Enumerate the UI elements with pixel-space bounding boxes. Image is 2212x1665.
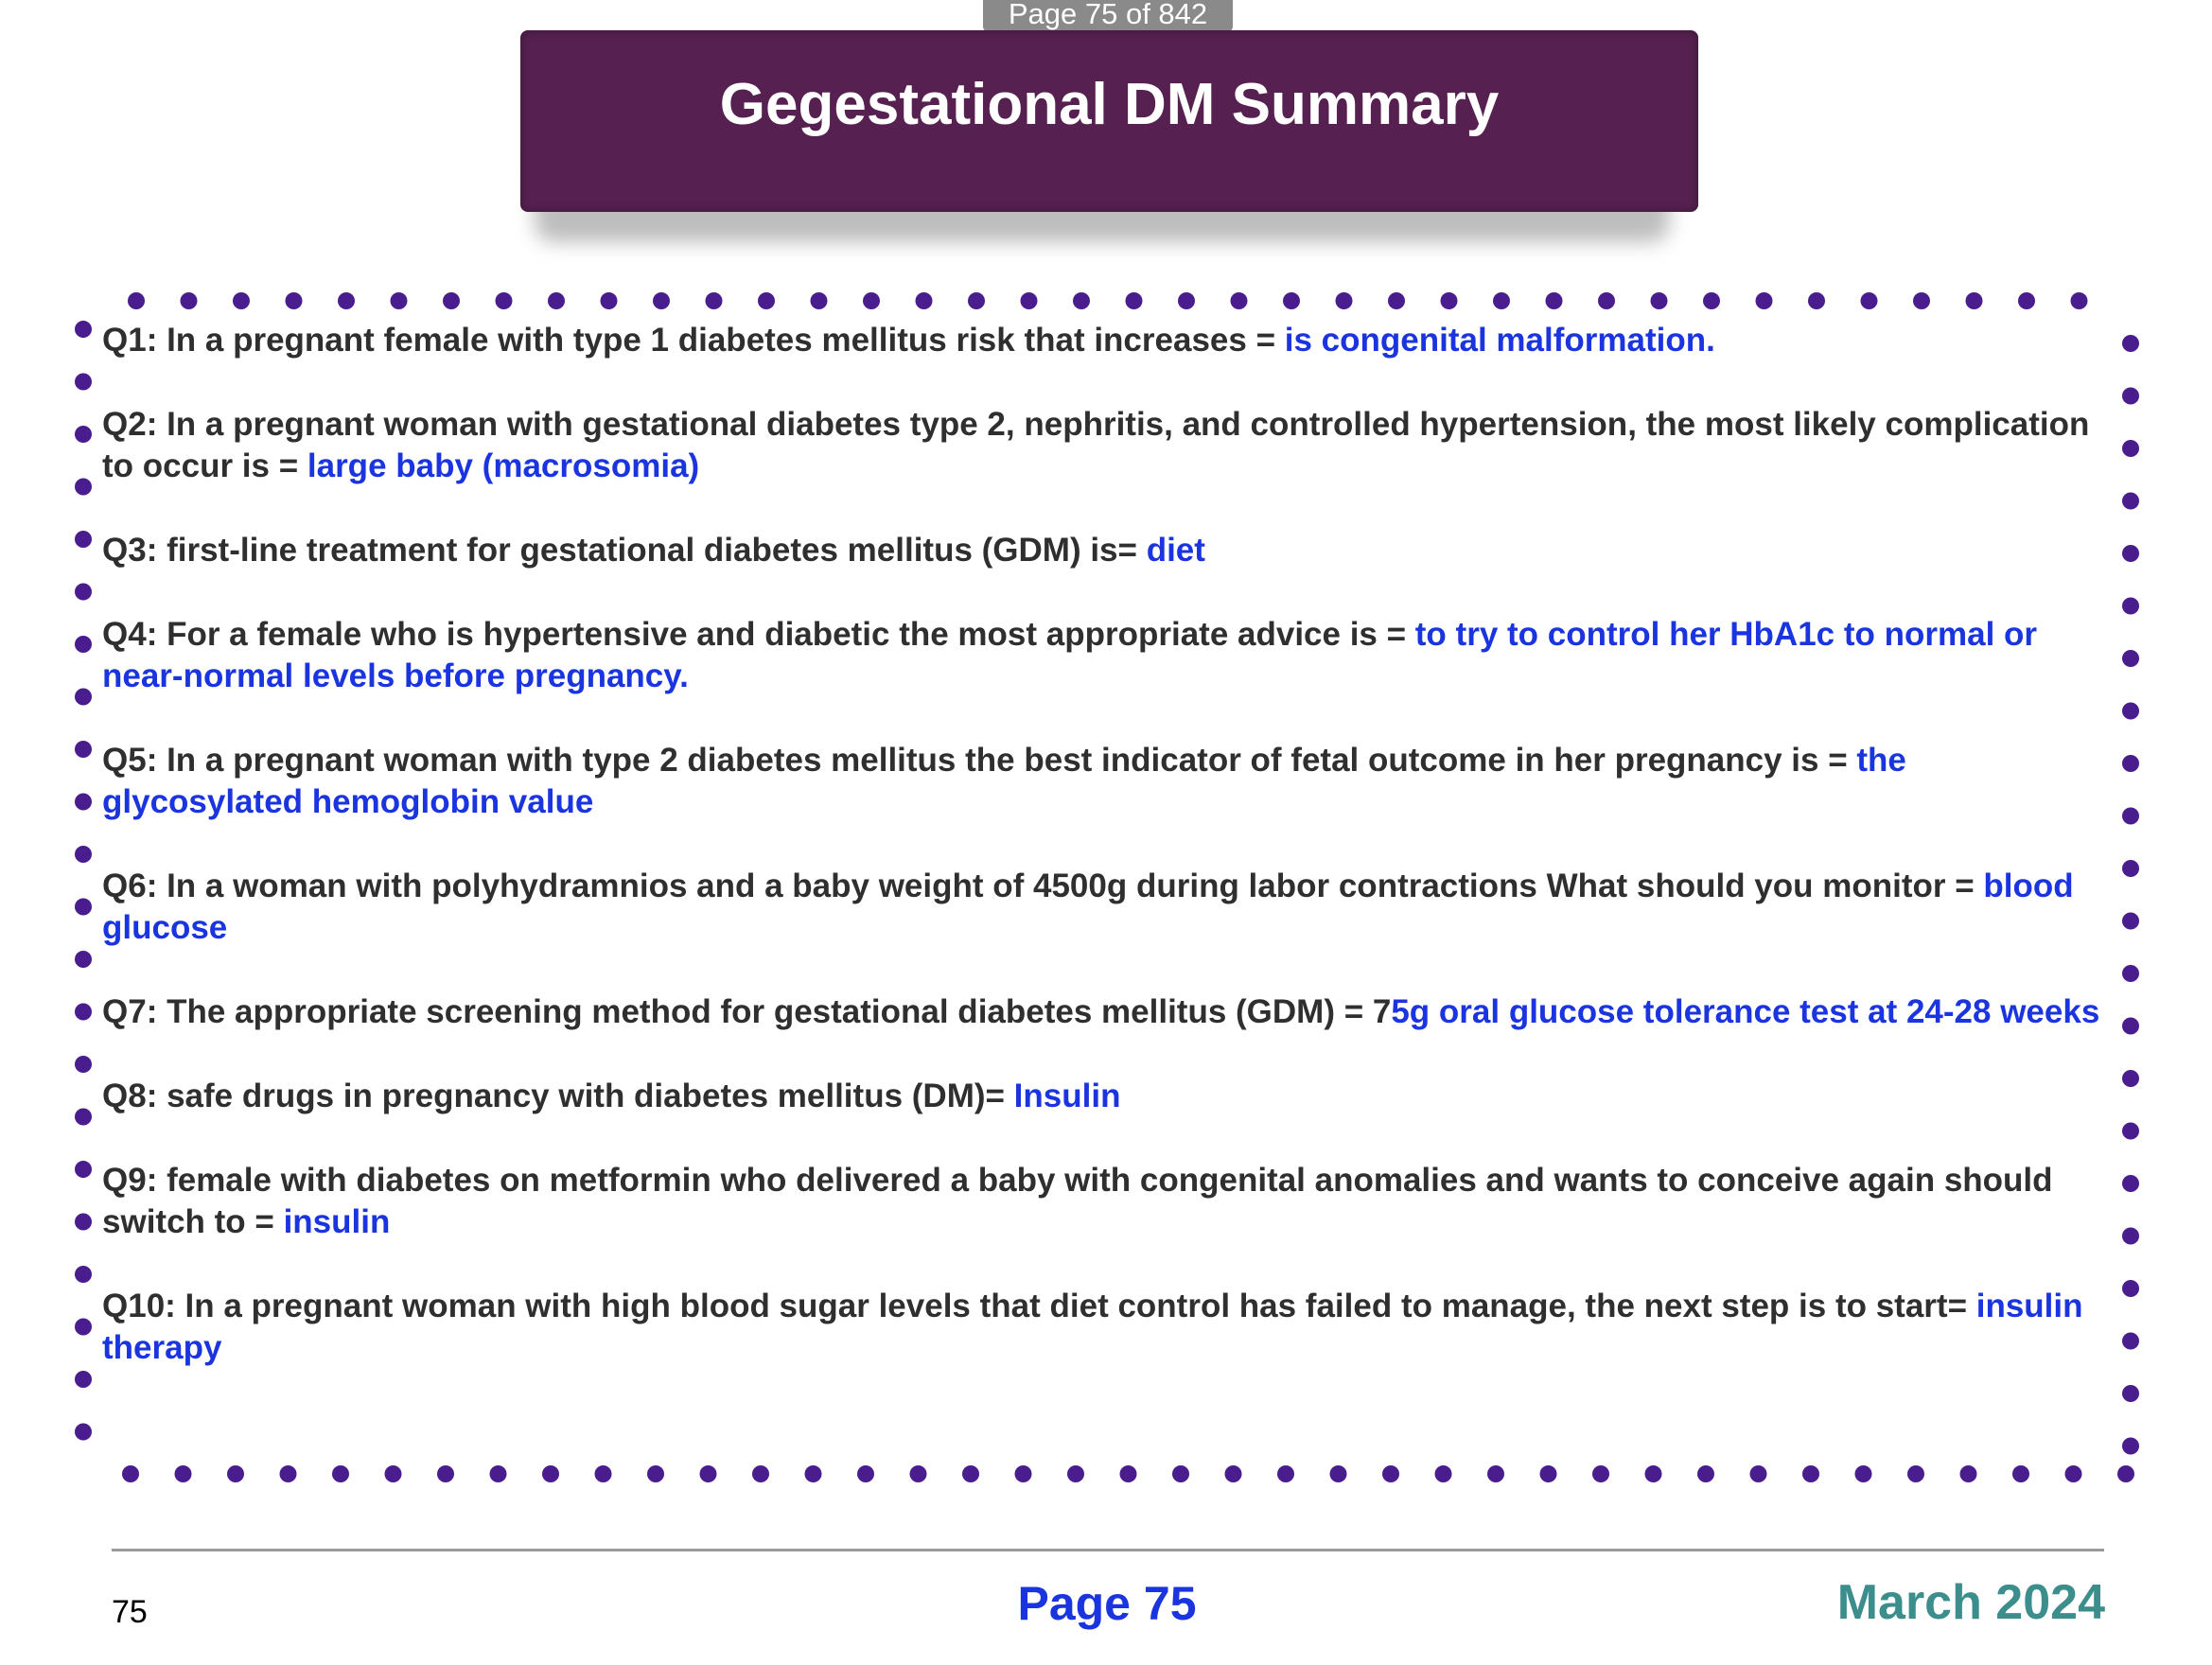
question-10: Q10: In a pregnant woman with high blood sugar levels that diet control has failed to manage, the next step is to start= bbox=[102, 1288, 1976, 1324]
answer-7: 5g oral glucose tolerance test at 24-28 weeks bbox=[1391, 993, 2100, 1030]
question-8: Q8: safe drugs in pregnancy with diabetes mellitus (DM)= bbox=[102, 1078, 1014, 1114]
qa-item-1 bbox=[102, 320, 2114, 361]
question-7: Q7: The appropriate screening method for gestational diabetes mellitus (GDM) = 7 bbox=[102, 993, 1392, 1030]
page-indicator: Page 75 of 842 bbox=[983, 0, 1233, 32]
page-label: Page 75 bbox=[1017, 1577, 1197, 1630]
question-4: Q4: For a female who is hypertensive and diabetic the most appropriate advice is = bbox=[102, 616, 1415, 653]
question-5: Q5: In a pregnant woman with type 2 diabetes mellitus the best indicator of fetal outcome in her pregnancy is = bbox=[102, 742, 1857, 779]
qa-item-9 bbox=[102, 1160, 2114, 1243]
qa-item-7 bbox=[102, 991, 2114, 1033]
qa-list bbox=[102, 320, 2114, 1411]
answer-5: the glycosylated hemoglobin value bbox=[102, 742, 1906, 820]
answer-2: large baby (macrosomia) bbox=[307, 447, 700, 484]
answer-8: Insulin bbox=[1013, 1078, 1121, 1114]
qa-item-6 bbox=[102, 866, 2114, 949]
answer-10: insulin therapy bbox=[102, 1288, 2083, 1366]
qa-item-2 bbox=[102, 404, 2114, 487]
answer-1: is congenital malformation. bbox=[1284, 322, 1715, 359]
qa-item-5 bbox=[102, 740, 2114, 823]
date-label: March 2024 bbox=[1836, 1575, 2105, 1630]
title-banner bbox=[520, 30, 1698, 212]
question-2: Q2: In a pregnant woman with gestational diabetes type 2, nephritis, and controlled hypertension, the most likely complication to occur is = bbox=[102, 406, 2090, 484]
answer-3: diet bbox=[1146, 532, 1205, 569]
answer-4: to try to control her HbA1c to normal or near-normal levels before pregnancy. bbox=[102, 616, 2038, 694]
qa-item-8 bbox=[102, 1076, 2114, 1117]
qa-item-4 bbox=[102, 614, 2114, 697]
page-number: 75 bbox=[112, 1594, 148, 1630]
question-1: Q1: In a pregnant female with type 1 diabetes mellitus risk that increases = bbox=[102, 322, 1285, 359]
question-3: Q3: first-line treatment for gestational diabetes mellitus (GDM) is= bbox=[102, 532, 1147, 569]
answer-9: insulin bbox=[283, 1203, 391, 1240]
qa-item-10 bbox=[102, 1286, 2114, 1369]
question-6: Q6: In a woman with polyhydramnios and a baby weight of 4500g during labor contractions What should you monitor = bbox=[102, 868, 1984, 904]
question-9: Q9: female with diabetes on metformin who delivered a baby with congenital anomalies and wants to conceive again should switch to = bbox=[102, 1162, 2053, 1240]
footer-divider bbox=[112, 1549, 2104, 1551]
answer-6: blood glucose bbox=[102, 868, 2074, 946]
page-title: Gegestational DM Summary bbox=[719, 72, 1500, 137]
qa-item-3 bbox=[102, 530, 2114, 571]
